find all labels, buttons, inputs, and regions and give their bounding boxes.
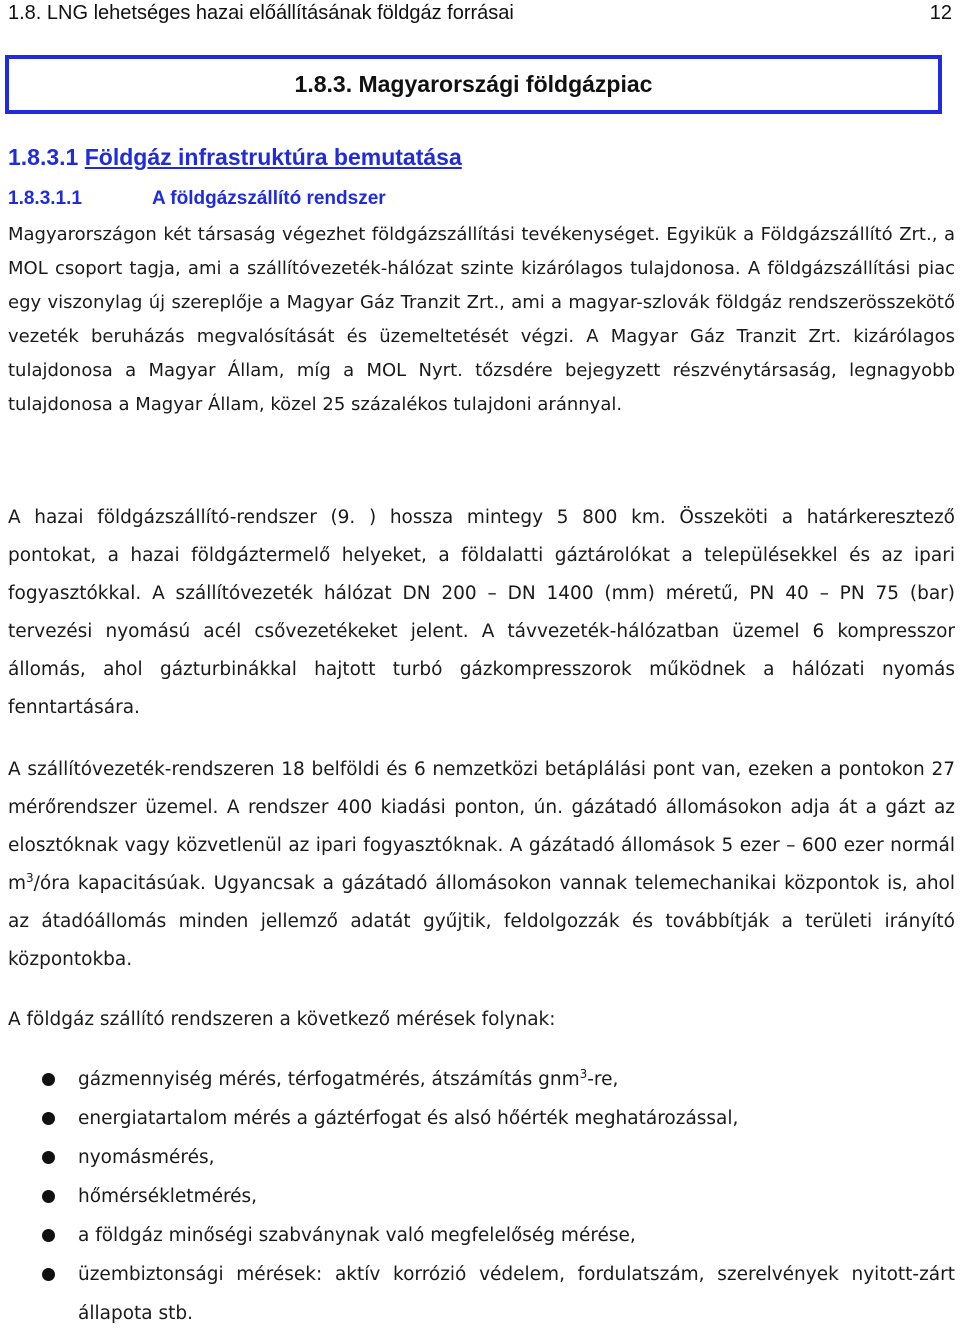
paragraph-3	[8, 751, 955, 979]
section-heading: 1.8.3. Magyarországi földgázpiac	[294, 71, 653, 97]
subsection-title: Földgáz infrastruktúra bemutatása	[84, 144, 462, 170]
page-number: 12	[929, 2, 952, 24]
list-item-text: a földgáz minőségi szabványnak való megfelelőség mérése,	[78, 1225, 636, 1246]
subsection-number: 1.8.3.1	[8, 144, 79, 170]
header-title: 1.8. LNG lehetséges hazai előállításának földgáz forrásai	[8, 2, 514, 24]
list-item	[0, 1216, 955, 1255]
subsection-heading	[8, 142, 462, 172]
list-item	[0, 1099, 955, 1138]
list-item	[0, 1138, 955, 1177]
section-heading-box	[5, 55, 942, 114]
superscript-3: 3	[579, 1066, 588, 1081]
list-item-text: hőmérsékletmérés,	[78, 1186, 258, 1207]
list-item-text-after: -re,	[587, 1069, 619, 1090]
bullet-icon	[42, 1268, 55, 1281]
bullet-icon	[42, 1229, 55, 1242]
bullet-icon	[42, 1190, 55, 1203]
paragraph-3-text-b: /óra kapacitásúak. Ugyancsak a gázátadó állomásokon vannak telemechanikai központok is, ahol az átadóállomás minden jellemző adatát gyűjtik, feldolgozzák és továbbítják a területi irányító központokba.	[8, 873, 955, 970]
measurement-list	[0, 1060, 955, 1333]
list-item	[0, 1060, 955, 1099]
bullet-icon	[42, 1151, 55, 1164]
list-item-text: energiatartalom mérés a gáztérfogat és alsó hőérték meghatározással,	[78, 1108, 739, 1129]
bullet-icon	[42, 1112, 55, 1125]
list-item-text: nyomásmérés,	[78, 1147, 215, 1168]
superscript-3: 3	[26, 870, 34, 885]
subsubsection-number: 1.8.3.1.1	[8, 188, 82, 209]
subsubsection-heading	[8, 186, 386, 212]
paragraph-1: Magyarországon két társaság végezhet földgázszállítási tevékenységet. Egyikük a Földgázszállító Zrt., a MOL csoport tagja, ami a szállítóvezeték-hálózat szinte kizárólagos tulajdonosa. A földgázszállítási piac egy viszonylag új szereplője a Magyar Gáz Tranzit Zrt., ami a magyar-szlovák földgáz rendszerösszekötő vezeték beruházás megvalósítását és üzemeltetését végzi. A Magyar Gáz Tranzit Zrt. kizárólagos tulajdonosa a Magyar Állam, míg a MOL Nyrt. tőzsdére bejegyzett részvénytársaság, legnagyobb tulajdonosa a Magyar Állam, közel 25 százalékos tulajdoni aránnyal.	[8, 224, 955, 415]
list-item	[0, 1255, 955, 1333]
running-header	[8, 0, 952, 26]
paragraph-2: A hazai földgázszállító-rendszer (9. ) hossza mintegy 5 800 km. Összeköti a határkeresztező pontokat, a hazai földgáztermelő helyeket, a földalatti gáztárolókat a településekkel és az ipari fogyasztókkal. A szállítóvezeték hálózat DN 200 – DN 1400 (mm) méretű, PN 40 – PN 75 (bar) tervezési nyomású acél csővezetékeket jelent. A távvezeték-hálózatban üzemel 6 kompresszor állomás, ahol gázturbinákkal hajtott turbó gázkompresszorok működnek a hálózati nyomás fenntartására.	[8, 507, 955, 718]
subsubsection-title: A földgázszállító rendszer	[152, 188, 386, 209]
bullet-icon	[42, 1073, 55, 1086]
list-item-text: gázmennyiség mérés, térfogatmérés, átszámítás gnm	[78, 1069, 580, 1090]
paragraph-3-text-a: A szállítóvezeték-rendszeren 18 belföldi és 6 nemzetközi betáplálási pont van, ezeken a pontokon 27 mérőrendszer üzemel. A rendszer 400 kiadási ponton, ún. gázátadó állomásokon adja át a gázt az elosztóknak vagy közvetlenül az ipari fogyasztóknak. A gázátadó állomások 5 ezer – 600 ezer normál m	[8, 759, 955, 894]
list-item	[0, 1177, 955, 1216]
paragraph-4: A földgáz szállító rendszeren a következő mérések folynak:	[8, 1009, 556, 1030]
list-item-text: üzembiztonsági mérések: aktív korrózió védelem, fordulatszám, szerelvények nyitott-zárt állapota stb.	[78, 1264, 955, 1324]
